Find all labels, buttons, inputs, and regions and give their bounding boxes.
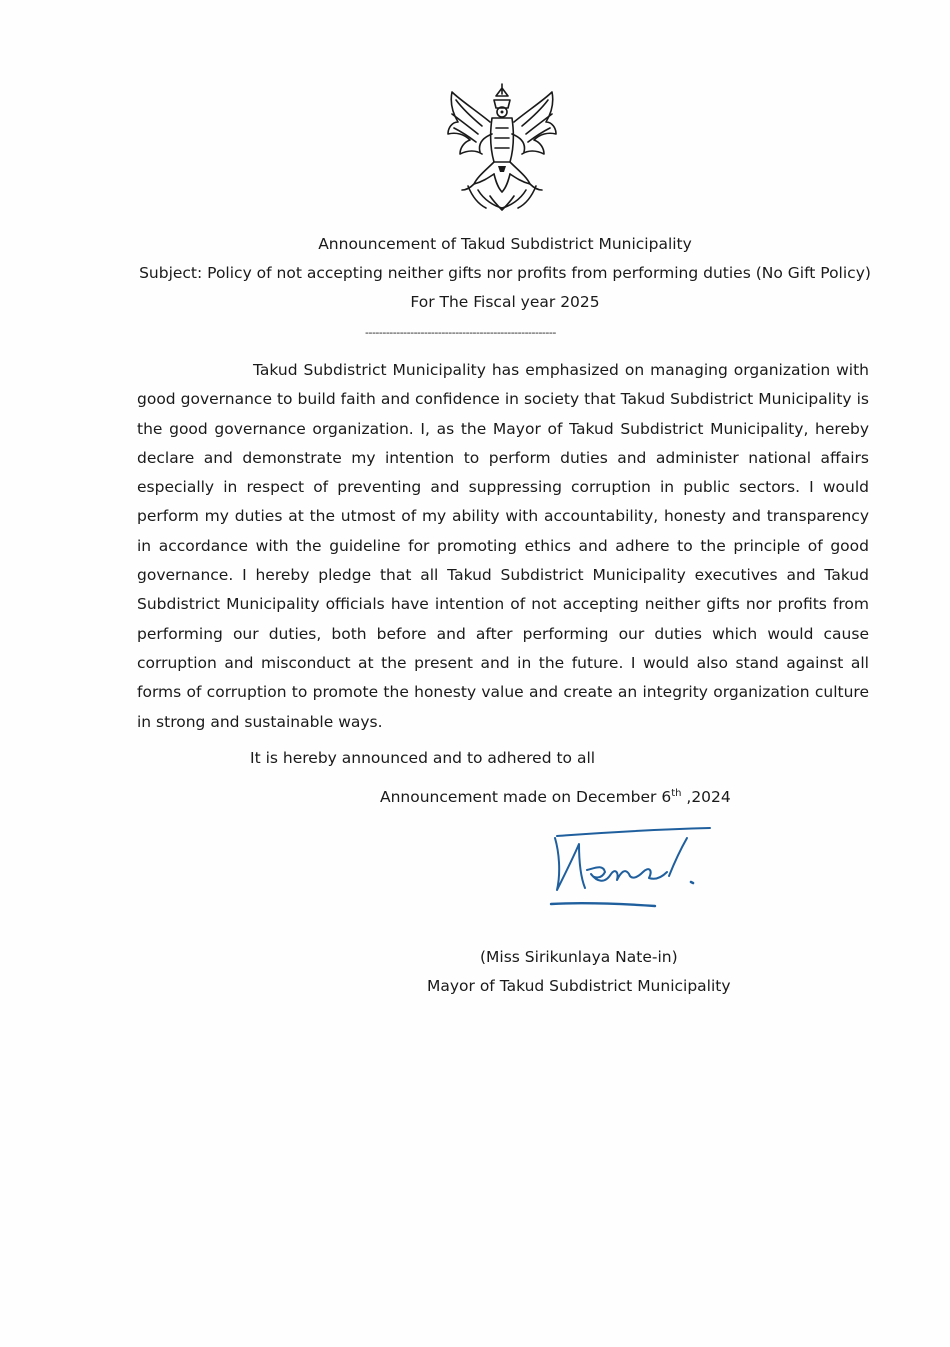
date-year: ,2024	[681, 788, 731, 806]
signer-name: (Miss Sirikunlaya Nate-in)	[480, 948, 678, 966]
handwritten-signature	[545, 822, 715, 914]
heading-subject: Subject: Policy of not accepting neither gifts nor profits from performing duties (No Gift Policy)	[139, 264, 871, 282]
heading-divider: -------------------------------------------------------	[365, 326, 556, 339]
garuda-emblem-icon	[438, 78, 566, 218]
heading-title: Announcement of Takud Subdistrict Municipality	[318, 235, 692, 253]
announcement-heading	[100, 230, 910, 317]
date-ordinal-suffix: th	[671, 787, 682, 799]
announcement-body: Takud Subdistrict Municipality has emphasized on managing organization with good governance to build faith and confidence in society that Takud Subdistrict Municipality is the good governance organization. I, as the Mayor of Takud Subdistrict Municipality, hereby declare and demonstrate my intention to perform duties and administer national affairs especially in respect of preventing and suppressing corruption in public sectors. I would perform my duties at the utmost of my ability with accountability, honesty and transparency in accordance with the guideline for promoting ethics and adhere to the principle of good governance. I hereby pledge that all Takud Subdistrict Municipality executives and Takud Subdistrict Municipality officials have intention of not accepting neither gifts nor profits from performing our duties, both before and after performing our duties which would cause corruption and misconduct at the present and in the future. I would also stand against all forms of corruption to promote the honesty value and create an integrity organization culture in strong and sustainable ways.	[137, 361, 869, 731]
heading-fiscal-year: For The Fiscal year 2025	[410, 293, 600, 311]
date-prefix: Announcement made on December 6	[380, 788, 672, 806]
signer-title: Mayor of Takud Subdistrict Municipality	[427, 977, 731, 995]
closing-statement: It is hereby announced and to adhered to all	[250, 749, 596, 767]
announcement-date	[380, 784, 731, 810]
